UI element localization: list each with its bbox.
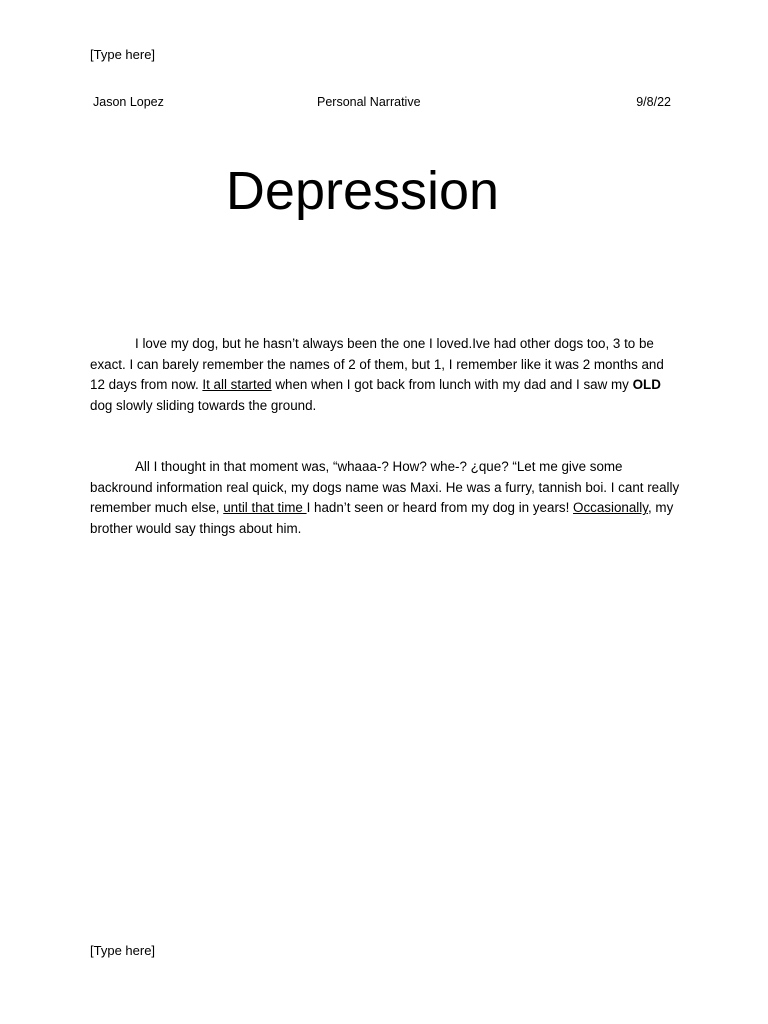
document-body [90, 334, 682, 540]
paragraph-1-text-3: dog slowly sliding towards the ground. [90, 398, 317, 414]
paragraph-2 [90, 457, 682, 540]
underlined-word: Occasionally [573, 500, 648, 516]
paragraph-1-text-1: I love my dog, but he hasn’t always been the one I loved.Ive had other dogs too, 3 to be exact. I can barely remember the names of 2 of them, but 1, I remember like it was 2 months and 12 days from now. [90, 336, 664, 393]
paragraph-2-text-3: , my brother would say things about him. [90, 500, 674, 536]
paragraph-2-text-2: I hadn’t seen or heard from my dog in years! [306, 500, 574, 516]
paragraph-1 [90, 334, 682, 417]
document-title: Depression [225, 161, 500, 221]
underlined-phrase: until that time [223, 500, 307, 516]
footer-placeholder[interactable]: [Type here] [90, 943, 156, 958]
paragraph-2-text-1: All I thought in that moment was, “whaaa-? How? whe-? ¿que? “Let me give some backround information real quick, my dogs name was Maxi. He was a furry, tannish boi. I cant really remember much else, [90, 458, 680, 516]
document-type: Personal Narrative [317, 95, 421, 109]
bold-word: OLD [632, 377, 661, 393]
meta-line [90, 93, 674, 111]
header-placeholder[interactable]: [Type here] [90, 47, 156, 62]
author-name: Jason Lopez [93, 95, 164, 109]
document-date: 9/8/22 [636, 95, 671, 109]
paragraph-1-text-2: when when I got back from lunch with my dad and I saw my [271, 377, 633, 393]
underlined-phrase: It all started [202, 377, 272, 393]
